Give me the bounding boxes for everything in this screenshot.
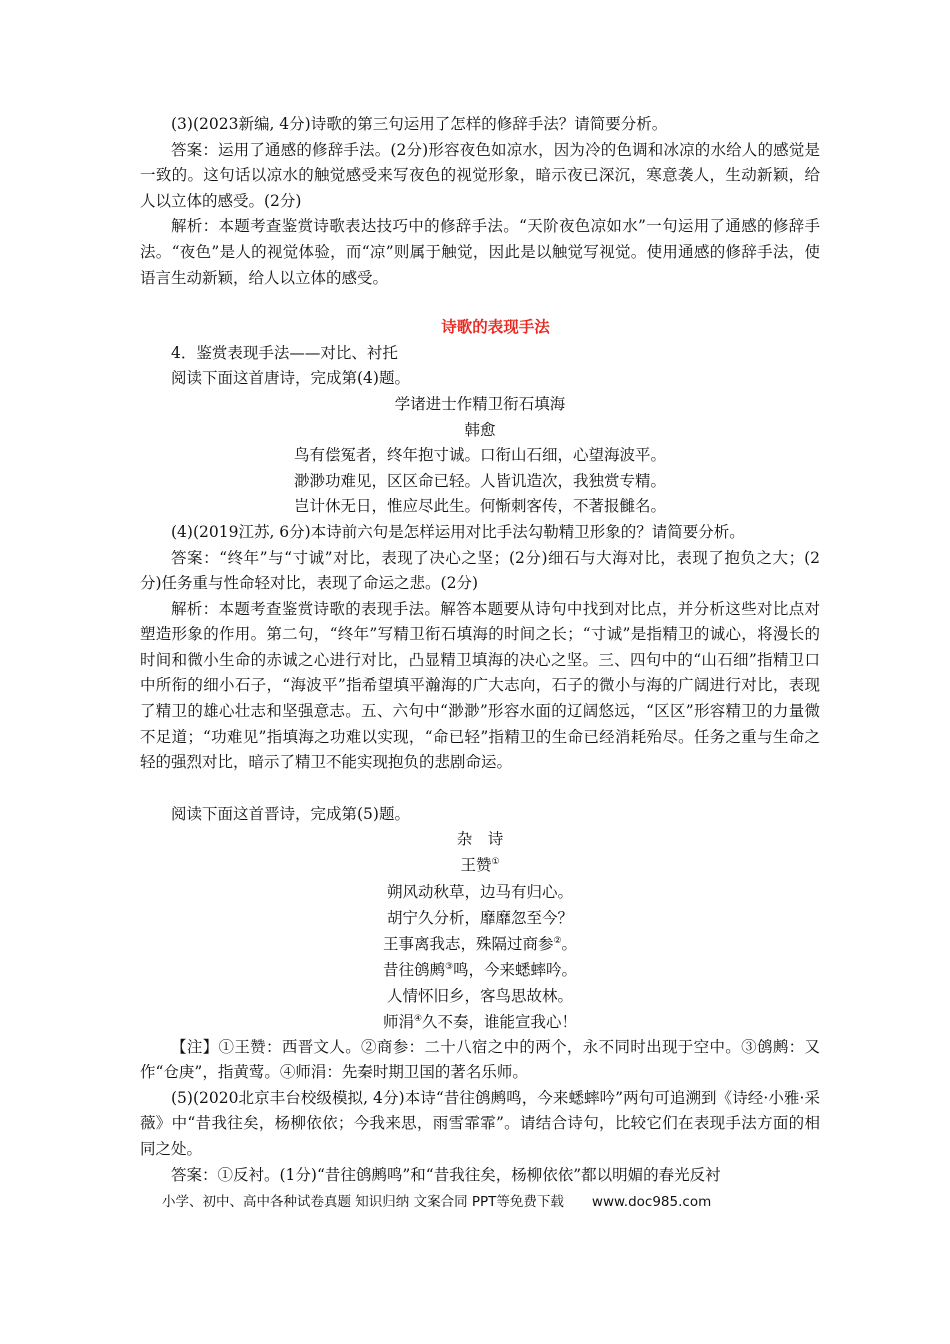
footer-url[interactable]: www.doc985.com	[591, 1194, 712, 1210]
footnote-mark: ①	[491, 856, 500, 867]
poem-line: 王事离我志，殊隔过商参②。	[382, 934, 578, 953]
section-title: 诗歌的表现手法	[441, 318, 550, 337]
poem-line: 胡宁久分析，靡靡忽至今？	[386, 908, 573, 927]
q4-heading: 4．鉴赏表现手法——对比、衬托	[171, 343, 398, 362]
poem-line: 人情怀旧乡，客鸟思故林。	[386, 986, 573, 1005]
poem-title: 学诸进士作精卫衔石填海	[394, 394, 566, 413]
footnote-mark: ④	[413, 1013, 423, 1024]
poem-line: 渺渺功难见，区区命已轻。人皆讥造次，我独赏专精。	[293, 471, 666, 490]
q3-analysis: 解析：本题考查鉴赏诗歌表达技巧中的修辞手法。“天阶夜色凉如水”一句运用了通感的修辞手法。“夜色”是人的视觉体验，而“凉”则属于触觉，因此是以触觉写视觉。使用通感的修辞手法，使语言生动新颖，给人以立体的感受。	[140, 217, 820, 287]
footer-text: 小学、初中、高中各种试卷真题 知识归纳 文案合同 PPT等免费下载	[162, 1194, 564, 1210]
page-footer	[162, 1190, 822, 1210]
q4-intro: 阅读下面这首唐诗，完成第(4)题。	[171, 369, 410, 388]
q4-answer: 答案：“终年”与“寸诚”对比，表现了决心之坚；(2分)细石与大海对比，表现了抱负之大；(2分)任务重与性命轻对比，表现了命运之悲。(2分)	[140, 548, 820, 593]
q5-question: (5)(2020北京丰台校级模拟, 4分)本诗“昔往鸧鹒鸣，今来蟋蟀吟”两句可追溯到《诗经·小雅·采薇》中“昔我往矣，杨柳依依；今我来思，雨雪霏霏”。请结合诗句，比较它们在表现手法方面的相同之处。	[140, 1088, 820, 1158]
poem-line: 鸟有偿冤者，终年抱寸诚。口衔山石细，心望海波平。	[293, 446, 666, 465]
poem-line: 朔风动秋草，边马有归心。	[386, 882, 573, 901]
poem-line: 昔往鸧鹒③鸣，今来蟋蟀吟。	[382, 960, 578, 979]
q5-intro: 阅读下面这首晋诗，完成第(5)题。	[171, 804, 410, 823]
document-page	[140, 112, 820, 1188]
footnote-mark: ③	[444, 961, 454, 972]
q5-notes: 【注】①王赞：西晋文人。②商参：二十八宿之中的两个，永不同时出现于空中。③鸧鹒：又作“仓庚”，指黄莺。④师涓：先秦时期卫国的著名乐师。	[140, 1037, 820, 1082]
poem-author: 王赞①	[460, 856, 500, 875]
q5-answer: 答案：①反衬。(1分)“昔往鸧鹒鸣”和“昔我往矣，杨柳依依”都以明媚的春光反衬	[171, 1165, 721, 1184]
footnote-mark: ②	[553, 935, 562, 946]
poem-line: 岂计休无日，惟应尽此生。何惭刺客传，不著报雠名。	[293, 497, 666, 516]
q3-answer: 答案：运用了通感的修辞手法。(2分)形容夜色如凉水，因为冷的色调和冰凉的水给人的感觉是一致的。这句话以凉水的触觉感受来写夜色的视觉形象，暗示夜已深沉，寒意袭人，生动新颖，给人以立体的感受。(2分)	[140, 140, 820, 210]
q3-question: (3)(2023新编, 4分)诗歌的第三句运用了怎样的修辞手法？请简要分析。	[171, 115, 668, 133]
poem-author: 韩愈	[464, 420, 496, 439]
q4-question: (4)(2019江苏, 6分)本诗前六句是怎样运用对比手法勾勒精卫形象的？请简要分析。	[171, 522, 745, 541]
poem-line: 师涓④久不奏，谁能宣我心！	[382, 1012, 578, 1031]
poem-title: 杂 诗	[456, 830, 504, 849]
q4-analysis: 解析：本题考查鉴赏诗歌的表现手法。解答本题要从诗句中找到对比点，并分析这些对比点对塑造形象的作用。第二句，“终年”写精卫衔石填海的时间之长；“寸诚”是指精卫的诚心，将漫长的时间和微小生命的赤诚之心进行对比，凸显精卫填海的决心之坚。三、四句中的“山石细”指精卫口中所衔的细小石子，“海波平”指希望填平瀚海的广大志向，石子的微小与海的广阔进行对比，表现了精卫的雄心壮志和坚强意志。五、六句中“渺渺”形容水面的辽阔悠远，“区区”形容精卫的力量微不足道；“功难见”指填海之功难以实现，“命已轻”指精卫的生命已经消耗殆尽。任务之重与生命之轻的强烈对比，暗示了精卫不能实现抱负的悲剧命运。	[140, 599, 820, 772]
